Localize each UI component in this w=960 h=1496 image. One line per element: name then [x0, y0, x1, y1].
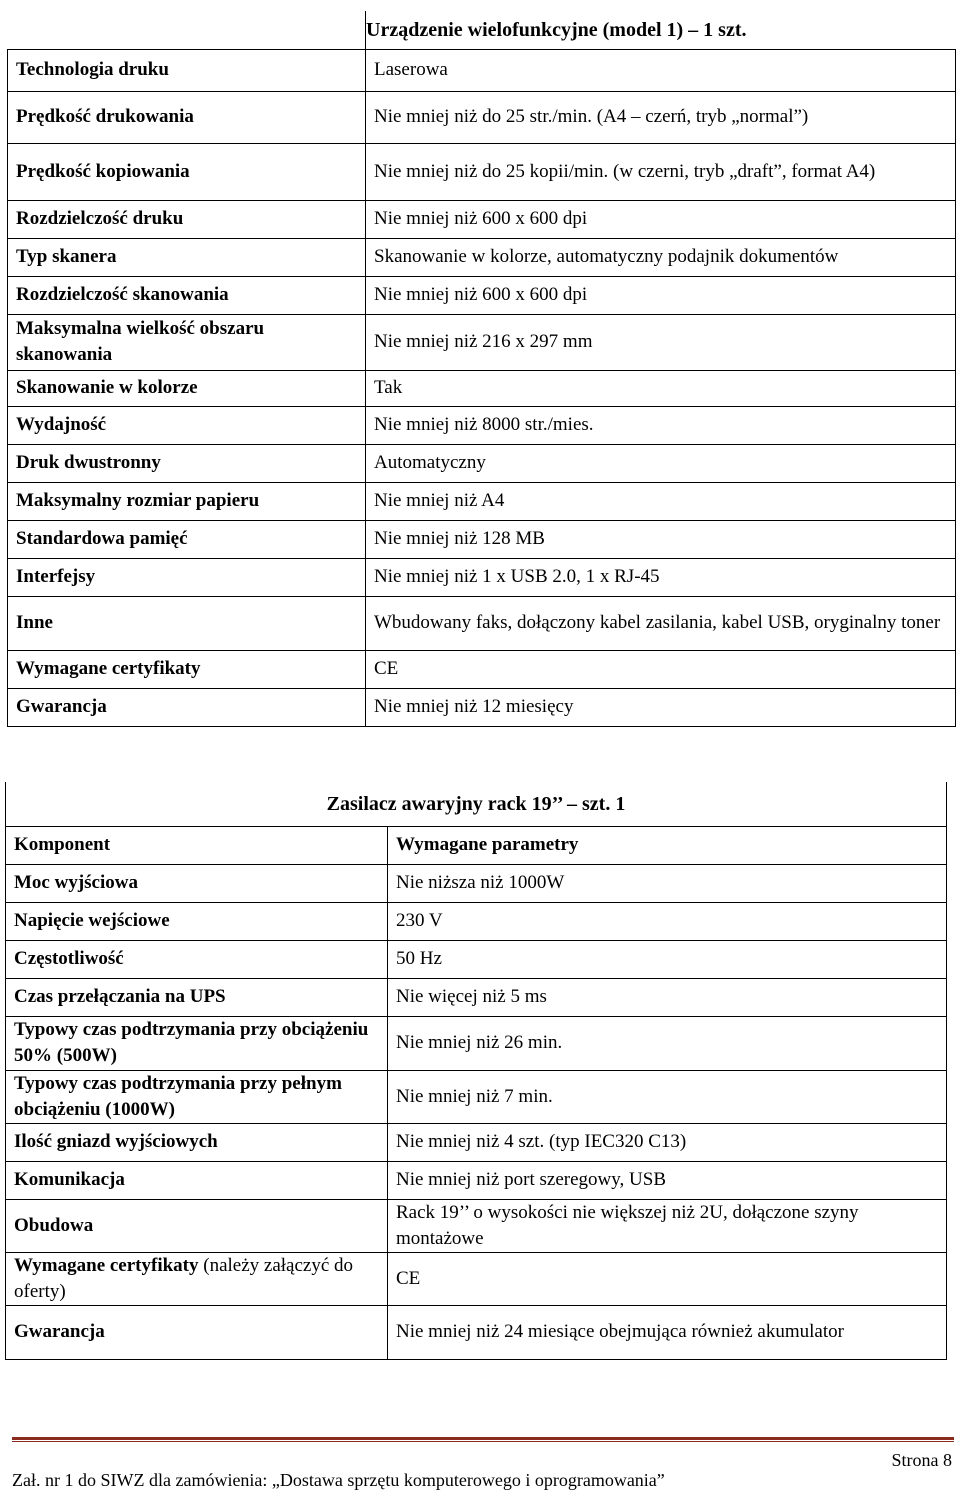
spec-value: CE — [366, 650, 956, 688]
spec-label: Maksymalna wielkość obszaru skanowania — [8, 314, 366, 370]
spec-label: Gwarancja — [8, 688, 366, 726]
spec-label: Prędkość kopiowania — [8, 143, 366, 200]
spec-value: Nie mniej niż 24 miesiące obejmująca również akumulator — [388, 1305, 947, 1359]
spec-value: Nie więcej niż 5 ms — [388, 978, 947, 1016]
spec-value: Nie mniej niż 128 MB — [366, 520, 956, 558]
spec-value: Nie mniej niż port szeregowy, USB — [388, 1161, 947, 1199]
multifunction-device-spec-table — [7, 11, 956, 727]
ups-spec-table — [5, 782, 947, 1360]
spec-value: Automatyczny — [366, 444, 956, 482]
spec-value: CE — [388, 1252, 947, 1305]
spec-label: Obudowa — [6, 1199, 388, 1252]
spec-value: Nie niższa niż 1000W — [388, 864, 947, 902]
spec-value: Nie mniej niż do 25 kopii/min. (w czerni, tryb „draft”, format A4) — [366, 143, 956, 200]
header-component: Komponent — [6, 826, 388, 864]
spec-label: Typ skanera — [8, 238, 366, 276]
spec-value: Rack 19’’ o wysokości nie większej niż 2U, dołączone szyny montażowe — [388, 1199, 947, 1252]
spec-label-note: (należy załączyć do oferty) — [14, 1254, 354, 1302]
spec-label: Standardowa pamięć — [8, 520, 366, 558]
spec-value: Wbudowany faks, dołączony kabel zasilania, kabel USB, oryginalny toner — [366, 596, 956, 650]
spec-label: Technologia druku — [8, 49, 366, 91]
footer-note: Zał. nr 1 do SIWZ dla zamówienia: „Dostawa sprzętu komputerowego i oprogramowania” — [12, 1470, 665, 1490]
table1-corner — [8, 11, 366, 49]
spec-label: Wymagane certyfikaty — [8, 650, 366, 688]
spec-value: Nie mniej niż 26 min. — [388, 1016, 947, 1070]
spec-label: Moc wyjściowa — [6, 864, 388, 902]
spec-label: Prędkość drukowania — [8, 91, 366, 143]
spec-label: Skanowanie w kolorze — [8, 370, 366, 406]
spec-label-certificates — [6, 1252, 388, 1305]
spec-value: Nie mniej niż 12 miesięcy — [366, 688, 956, 726]
spec-value: Nie mniej niż 4 szt. (typ IEC320 C13) — [388, 1123, 947, 1161]
spec-value: Tak — [366, 370, 956, 406]
header-parameters: Wymagane parametry — [388, 826, 947, 864]
footer-rule-thin — [12, 1441, 954, 1442]
spec-value: Nie mniej niż 8000 str./mies. — [366, 406, 956, 444]
spec-value: Nie mniej niż 600 x 600 dpi — [366, 200, 956, 238]
spec-label: Częstotliwość — [6, 940, 388, 978]
spec-label: Rozdzielczość skanowania — [8, 276, 366, 314]
spec-label: Druk dwustronny — [8, 444, 366, 482]
spec-label: Wydajność — [8, 406, 366, 444]
spec-value: Nie mniej niż 216 x 297 mm — [366, 314, 956, 370]
spec-label: Rozdzielczość druku — [8, 200, 366, 238]
spec-label: Maksymalny rozmiar papieru — [8, 482, 366, 520]
table1-title: Urządzenie wielofunkcyjne (model 1) – 1 szt. — [366, 11, 956, 49]
spec-label: Typowy czas podtrzymania przy obciążeniu 50% (500W) — [6, 1016, 388, 1070]
spec-label: Interfejsy — [8, 558, 366, 596]
spec-value: Nie mniej niż 600 x 600 dpi — [366, 276, 956, 314]
spec-value: Skanowanie w kolorze, automatyczny podajnik dokumentów — [366, 238, 956, 276]
spec-label: Komunikacja — [6, 1161, 388, 1199]
spec-label: Gwarancja — [6, 1305, 388, 1359]
spec-value: Nie mniej niż do 25 str./min. (A4 – czerń, tryb „normal”) — [366, 91, 956, 143]
footer-rule — [12, 1437, 954, 1440]
spec-value: 50 Hz — [388, 940, 947, 978]
spec-label: Ilość gniazd wyjściowych — [6, 1123, 388, 1161]
spec-label: Inne — [8, 596, 366, 650]
spec-value: 230 V — [388, 902, 947, 940]
spec-value: Laserowa — [366, 49, 956, 91]
spec-value: Nie mniej niż 7 min. — [388, 1070, 947, 1123]
spec-label: Napięcie wejściowe — [6, 902, 388, 940]
page-number: Strona 8 — [891, 1450, 952, 1470]
spec-value: Nie mniej niż 1 x USB 2.0, 1 x RJ-45 — [366, 558, 956, 596]
table2-title: Zasilacz awaryjny rack 19’’ – szt. 1 — [6, 782, 947, 826]
spec-label: Wymagane certyfikaty — [14, 1254, 199, 1276]
spec-label: Typowy czas podtrzymania przy pełnym obciążeniu (1000W) — [6, 1070, 388, 1123]
spec-value: Nie mniej niż A4 — [366, 482, 956, 520]
spec-label: Czas przełączania na UPS — [6, 978, 388, 1016]
